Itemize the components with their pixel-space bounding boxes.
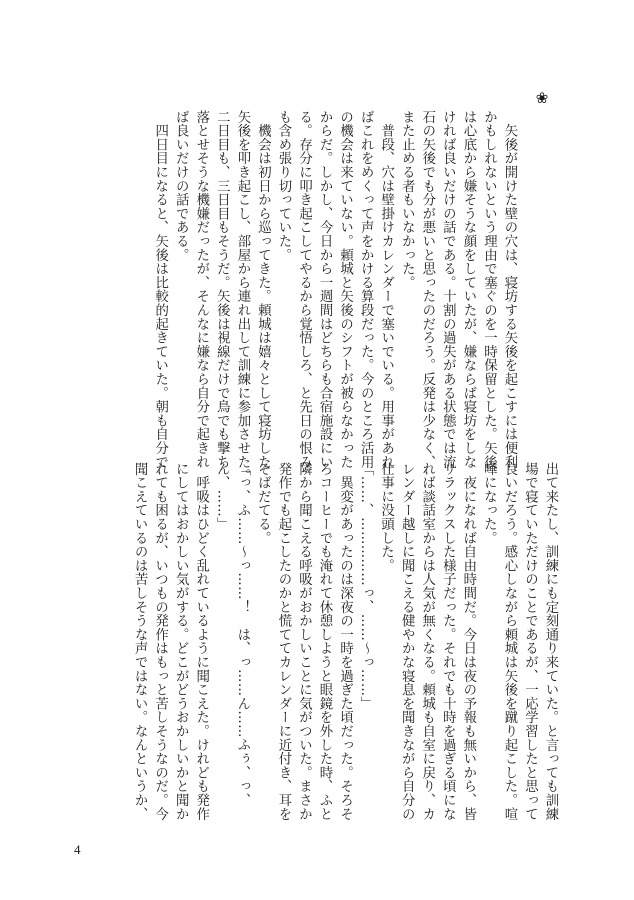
text-line: ば良いだけの話である。: [173, 110, 189, 262]
text-line: 仕事に没頭した。: [378, 462, 394, 573]
text-line: の機会は来ていない。頼城と矢後のシフトが被らなかった: [337, 110, 353, 469]
text-block-top: [79, 110, 519, 483]
text-line: 異変があったのは深夜の一時を過ぎた頃だった。そろそ: [337, 462, 353, 821]
text-line: ければ良いだけの話である。十割の過失がある状態では流: [440, 110, 456, 469]
text-line: 発作でも起こしたのかと慌ててカレンダーに近付き、耳を: [275, 462, 291, 821]
text-line: 隣から聞こえる呼吸がおかしいことに気がついた。まさか: [296, 462, 312, 821]
text-line: ろコーヒーでも淹れて休憩しようと眼鏡を外した時、ふと: [316, 462, 332, 821]
text-line: からだ。しかし、今日から一週間はどちらも合宿施設にい: [317, 110, 333, 469]
text-line: れても困るが、いつもの発作はもっと苦しそうなのだ。今: [152, 462, 168, 821]
text-line: 石の矢後でも分が悪いと思ったのだろう。反発は少なく、: [419, 110, 435, 469]
text-line: 矢後が開けた壁の穴は、寝坊する矢後を起こすには便利: [502, 110, 517, 469]
text-block-bottom: [70, 462, 560, 821]
text-line: レンダー越しに聞こえる健やかな寝息を聞きながら自分の: [399, 462, 415, 821]
flower-emblem-icon: ❀: [535, 89, 549, 107]
text-line: 二日目も、三日目もそうだ。矢後は視線だけで鳥でも撃ち: [214, 110, 230, 469]
text-line: そばだてる。: [255, 462, 271, 545]
text-line: 四日目になると、矢後は比較的起きていた。朝も自分で: [152, 110, 168, 469]
text-line: る。存分に叩き起こしてやるから覚悟しろ、と先日の恨み: [296, 110, 312, 469]
text-line: 矢後を叩き起こし、部屋から連れ出して訓練に参加させた。: [234, 110, 250, 483]
text-line: リラックスした様子だった。それでも十時を過ぎる頃にな: [440, 462, 456, 821]
text-line: 普段、穴は壁掛けカレンダーで塞いでいる。用事があれ: [378, 110, 394, 469]
page-number: 4: [74, 842, 81, 857]
text-line: ばこれをめくって声をかける算段だった。今のところ活用: [358, 110, 374, 469]
text-line: 夜になれば自由時間だ。今日は夜の予報も無いから、皆: [460, 462, 476, 821]
text-line: 良いだろう。感心しながら頼城は矢後を蹴り起こした。喧: [501, 462, 517, 821]
text-line: は心底から嫌そうな顔をしていたが、嫌ならば寝坊をしな: [460, 110, 476, 469]
text-line: また止める者もいなかった。: [399, 110, 415, 290]
text-line: 機会は初日から巡ってきた。頼城は嬉々として寝坊した: [255, 110, 271, 469]
text-line: れば談話室からは人気が無くなる。頼城も自室に戻り、カ: [419, 462, 435, 821]
text-line: 「っ、ふ……～っ……！ は、っ……ん……ふぅ、っ、: [234, 462, 250, 807]
text-line: 場で寝ていただけのことであるが、一応学習したと思って: [522, 462, 538, 821]
text-line: 呼吸はひどく乱れているように聞こえた。けれども発作: [193, 462, 209, 821]
text-line: 聞こえているのは苦しそうな声ではない。なんというか、: [132, 462, 148, 821]
text-line: ん、……」: [214, 462, 230, 531]
text-line: かもしれないという理由で塞ぐのを一時保留とした。矢後: [481, 110, 497, 469]
text-line: 出て来たし、訓練にも定刻通り来ていた。と言っても訓練: [543, 462, 558, 821]
text-line: も含め張り切っていた。: [275, 110, 291, 262]
text-line: にしてはおかしい気がする。どこがどうおかしいかと聞か: [173, 462, 189, 821]
text-line: 嘩になった。: [481, 462, 497, 545]
text-line: 落とせそうな機嫌だったが、そんなに嫌なら自分で起きれ: [193, 110, 209, 469]
text-line: 「……、……………っ、……～っ……」: [358, 462, 374, 711]
